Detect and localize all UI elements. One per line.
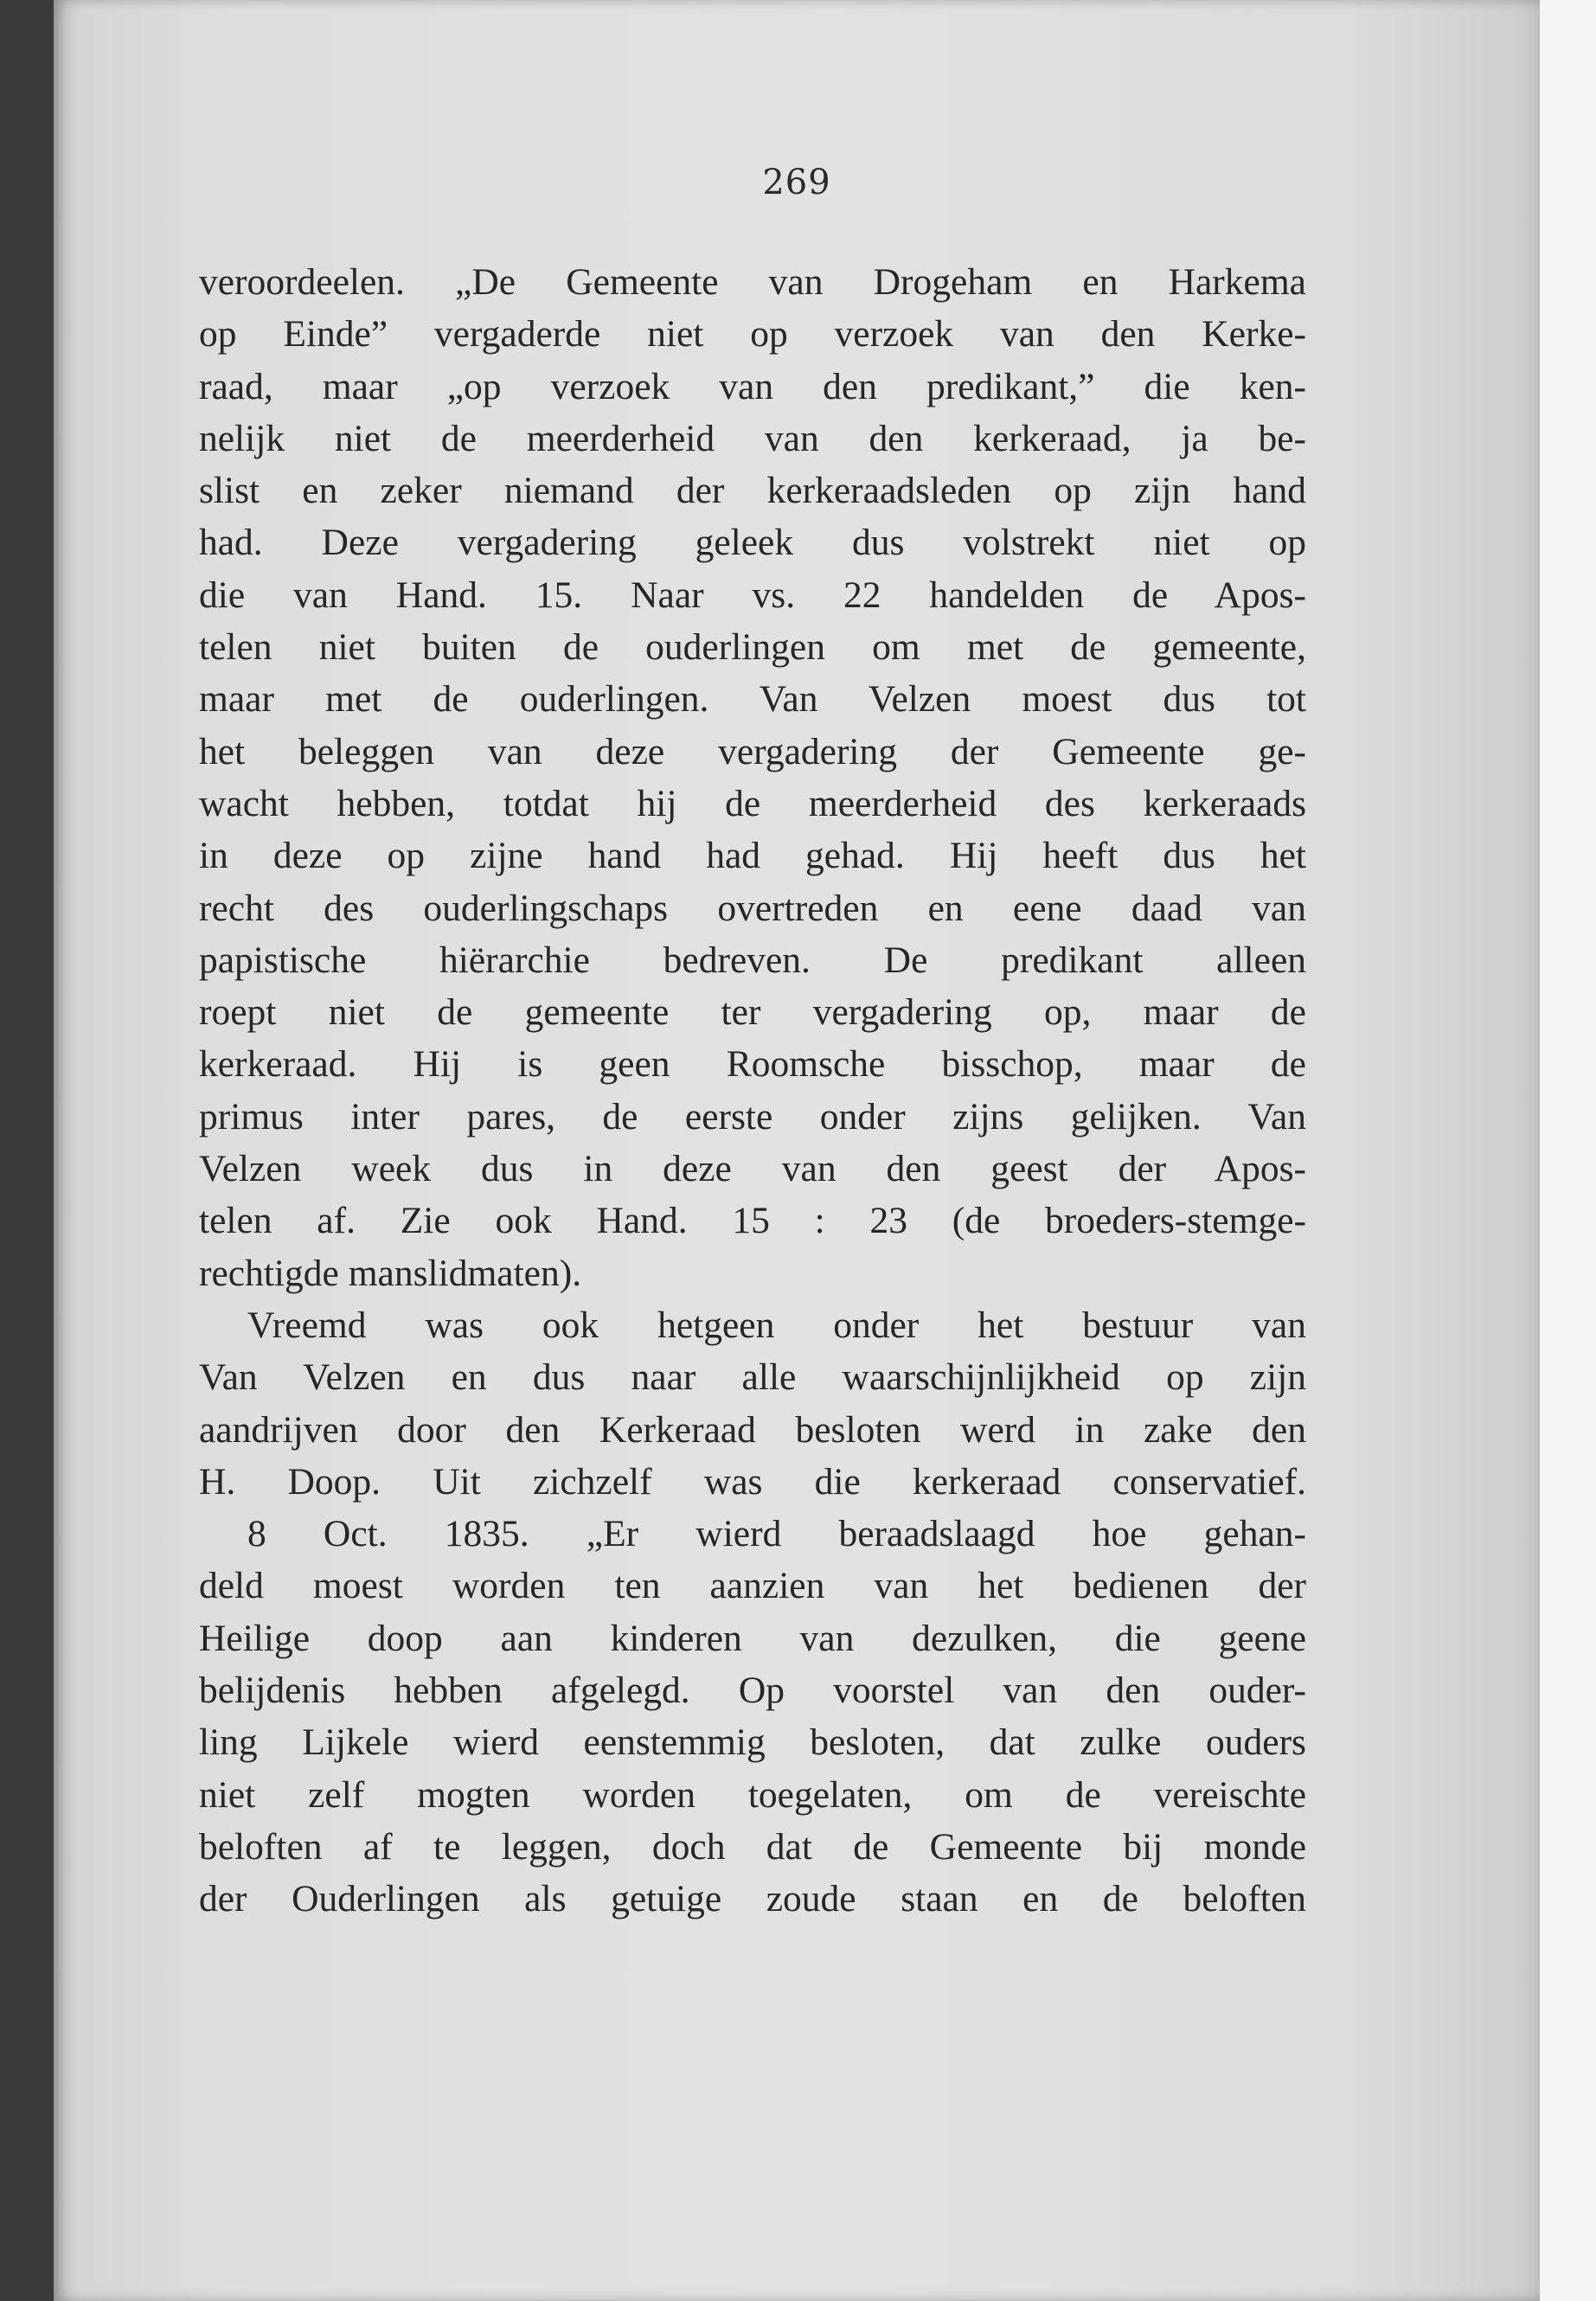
text-line: raad, maar „op verzoek van den predikant,” die ken- [199, 365, 1306, 407]
scan-margin-right [1540, 0, 1596, 2301]
text-line: op Einde” vergaderde niet op verzoek van den Kerke- [199, 313, 1306, 356]
book-page [54, 0, 1540, 2301]
text-line: primus inter pares, de eerste onder zijns gelijken. Van [199, 1095, 1306, 1138]
text-line: veroordeelen. „De Gemeente van Drogeham en Harkema [199, 261, 1306, 303]
text-line: het beleggen van deze vergadering der Gemeente ge- [199, 730, 1306, 772]
text-line: papistische hiërarchie bedreven. De predikant alleen [199, 939, 1306, 981]
text-line: nelijk niet de meerderheid van den kerkeraad, ja be- [199, 417, 1306, 459]
text-line: wacht hebben, totdat hij de meerderheid des kerkeraads [199, 782, 1306, 824]
text-line: roept niet de gemeente ter vergadering op, maar de [199, 991, 1306, 1034]
text-line: had. Deze vergadering geleek dus volstrekt niet op [199, 522, 1306, 564]
text-line: der Ouderlingen als getuige zoude staan en de beloften [199, 1878, 1306, 1920]
text-line: Vreemd was ook hetgeen onder het bestuur van [247, 1304, 1306, 1346]
text-line: H. Doop. Uit zichzelf was die kerkeraad conservatief. [199, 1460, 1306, 1503]
text-line: Heilige doop aan kinderen van dezulken, die geene [199, 1617, 1306, 1659]
text-line: kerkeraad. Hij is geen Roomsche bisschop, maar de [199, 1043, 1306, 1086]
text-line: Van Velzen en dus naar alle waarschijnlijkheid op zijn [199, 1356, 1306, 1399]
text-line: rechtigde manslidmaten). [199, 1252, 582, 1294]
body-text [199, 256, 1306, 1926]
text-line: niet zelf mogten worden toegelaten, om de vereischte [199, 1773, 1306, 1816]
text-line: ling Lijkele wierd eenstemmig besloten, dat zulke ouders [199, 1721, 1306, 1764]
text-line: in deze op zijne hand had gehad. Hij heeft dus het [199, 835, 1306, 877]
page-number: 269 [762, 163, 831, 202]
text-line: telen af. Zie ook Hand. 15 : 23 (de broeders-stemge- [199, 1200, 1306, 1242]
text-line: recht des ouderlingschaps overtreden en eene daad van [199, 887, 1306, 929]
text-line: die van Hand. 15. Naar vs. 22 handelden de Apos- [199, 574, 1306, 616]
text-line: belijdenis hebben afgelegd. Op voorstel van den ouder- [199, 1670, 1306, 1712]
text-line: slist en zeker niemand der kerkeraadsleden op zijn hand [199, 470, 1306, 512]
text-line: 8 Oct. 1835. „Er wierd beraadslaagd hoe gehan- [247, 1513, 1306, 1555]
text-line: telen niet buiten de ouderlingen om met de gemeente, [199, 626, 1306, 669]
text-line: beloften af te leggen, doch dat de Gemeente bij monde [199, 1825, 1306, 1868]
text-line: Velzen week dus in deze van den geest der Apos- [199, 1148, 1306, 1190]
text-line: aandrijven door den Kerkeraad besloten werd in zake den [199, 1408, 1306, 1451]
text-line: maar met de ouderlingen. Van Velzen moest dus tot [199, 678, 1306, 721]
text-line: deld moest worden ten aanzien van het bedienen der [199, 1565, 1306, 1607]
